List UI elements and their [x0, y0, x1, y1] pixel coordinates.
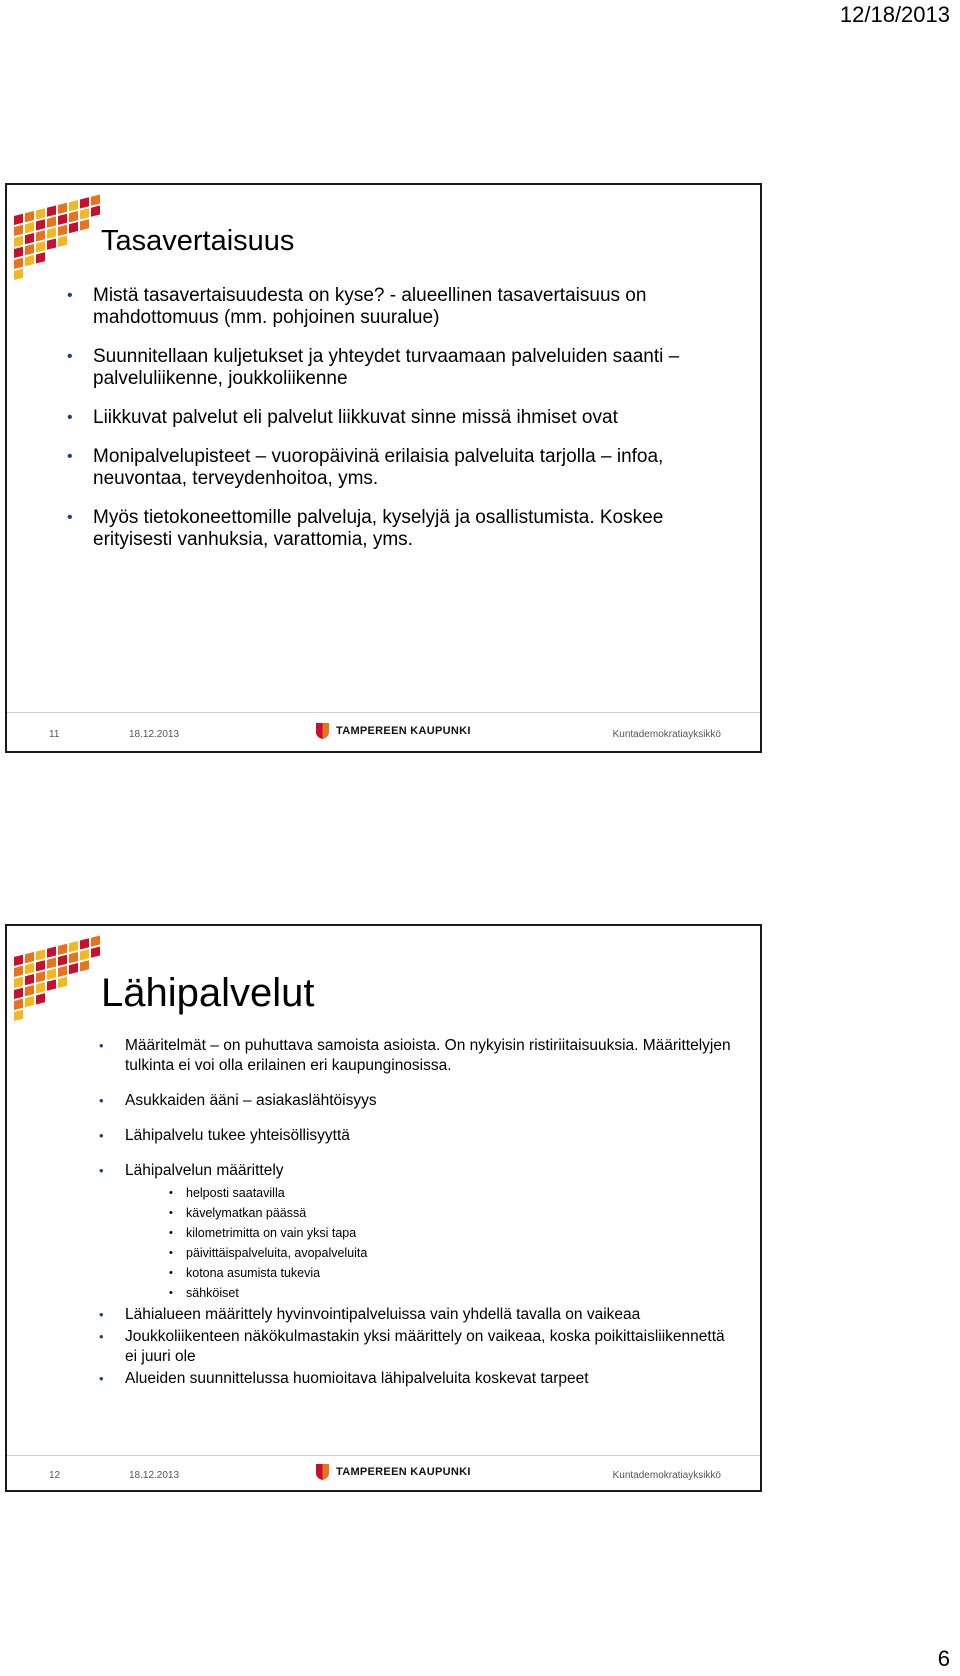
- bullet-list: [93, 285, 693, 568]
- tampere-logo: [315, 1463, 471, 1481]
- footer-divider: [7, 712, 760, 713]
- sub-list-item: • kilometrimitta on vain yksi tapa: [186, 1223, 735, 1243]
- list-item: • Alueiden suunnittelussa huomioitava lähipalveluita koskevat tarpeet: [125, 1369, 735, 1389]
- list-item: • Mistä tasavertaisuudesta on kyse? - alueellinen tasavertaisuus on mahdottomuus (mm. pohjoinen suuralue): [93, 285, 693, 329]
- slide-number: 12: [49, 1470, 61, 1481]
- page-number: 6: [937, 1646, 950, 1671]
- list-item: • Suunnitellaan kuljetukset ja yhteydet turvaamaan palveluiden saanti – palveluliikenne, joukkoliikenne: [93, 346, 693, 390]
- footer-divider: [7, 1455, 760, 1456]
- slide-number: 11: [49, 729, 60, 740]
- slide-lahipalvelut: [5, 924, 762, 1492]
- list-item: • Määritelmät – on puhuttava samoista asioista. On nykyisin ristiriitaisuuksia. Määrittelyjen tulkinta ei voi olla erilainen eri kaupunginosissa.: [125, 1036, 735, 1076]
- list-item: • Myös tietokoneettomille palveluja, kyselyjä ja osallistumista. Koskee erityisesti vanhuksia, varattomia, yms.: [93, 507, 693, 551]
- list-item: • Monipalvelupisteet – vuoropäivinä erilaisia palveluita tarjolla – infoa, neuvontaa, terveydenhoitoa, yms.: [93, 446, 693, 490]
- slide-title: Tasavertaisuus: [101, 225, 295, 257]
- sub-list-item: • sähköiset: [186, 1283, 735, 1303]
- tampere-crest-icon: [315, 722, 330, 740]
- sub-list-item: • kävelymatkan päässä: [186, 1203, 735, 1223]
- tampere-crest-icon: [315, 1463, 330, 1481]
- brand-name: TAMPEREEN KAUPUNKI: [336, 1466, 471, 1478]
- list-item-label: Lähipalvelun määrittely: [125, 1162, 284, 1179]
- list-item: • Lähialueen määrittely hyvinvointipalveluissa vain yhdellä tavalla on vaikeaa: [125, 1305, 735, 1325]
- list-item: • Lähipalvelu tukee yhteisöllisyyttä: [125, 1126, 735, 1146]
- sub-list-item: • kotona asumista tukevia: [186, 1263, 735, 1283]
- sub-list-item: • päivittäispalveluita, avopalveluita: [186, 1243, 735, 1263]
- sub-list-item: • helposti saatavilla: [186, 1183, 735, 1203]
- footer-date: 18.12.2013: [129, 729, 180, 740]
- tampere-logo: [315, 722, 471, 740]
- footer-date: 18.12.2013: [129, 1470, 180, 1481]
- list-item: • Joukkoliikenteen näkökulmastakin yksi määrittely on vaikeaa, koska poikittaisliikennettä ei juuri ole: [125, 1327, 735, 1367]
- list-item-with-subitems: [125, 1161, 735, 1303]
- pattern-logo-icon: [10, 187, 106, 297]
- pattern-logo-icon: [10, 928, 106, 1038]
- footer-unit: Kuntademokratiayksikkö: [612, 729, 721, 740]
- sub-bullet-list: [125, 1183, 735, 1303]
- brand-name: TAMPEREEN KAUPUNKI: [336, 725, 471, 737]
- page-date: 12/18/2013: [839, 2, 950, 27]
- bullet-list: [125, 1036, 735, 1391]
- slide-tasavertaisuus: [5, 183, 762, 753]
- slide-title: Lähipalvelut: [101, 971, 315, 1015]
- list-item: • Liikkuvat palvelut eli palvelut liikkuvat sinne missä ihmiset ovat: [93, 407, 693, 429]
- footer-unit: Kuntademokratiayksikkö: [612, 1470, 721, 1481]
- list-item: • Asukkaiden ääni – asiakaslähtöisyys: [125, 1091, 735, 1111]
